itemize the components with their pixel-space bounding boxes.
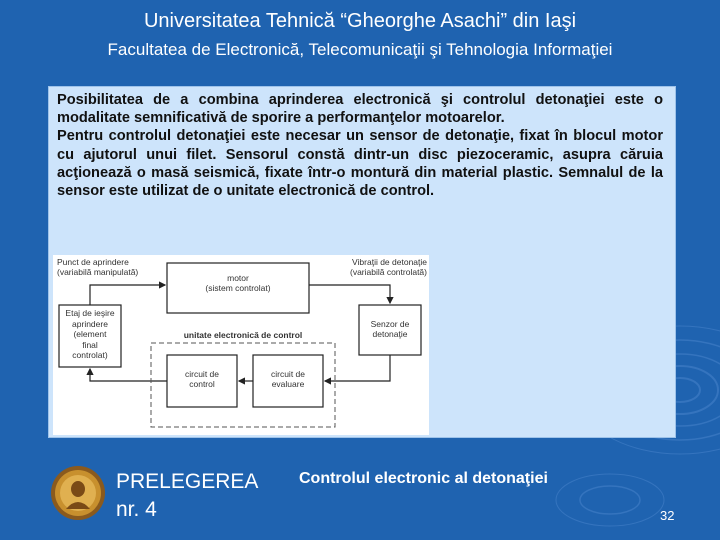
label-subtext: (variabilă manipulată) [57, 267, 139, 277]
label-text: Vibraţii de detonaţie [352, 257, 427, 267]
university-seal-icon [50, 465, 106, 521]
label-unitate: unitate electronică de control [183, 330, 303, 340]
label-text: Etaj de ieşire [65, 308, 115, 318]
body-text [57, 91, 663, 200]
label-senzor [359, 319, 421, 339]
content-panel [48, 86, 676, 438]
label-text: circuit de [184, 369, 219, 379]
label-text: Punct de aprindere [57, 257, 129, 267]
label-subtext: (sistem controlat) [205, 283, 271, 293]
label-text: aprindere [72, 318, 108, 329]
paragraph-2: Pentru controlul detonaţiei este necesar un sensor de detonaţie, fixat în blocul motor cu ajutorul unui filet. Sensorul constă dintr-un disc piezoceramic, asupra căruia acţionează o masă seismică, fixate într-o montură din material plastic. Semnalul de la sensor este utilizat de o unitate electronică de control. [57, 128, 663, 200]
label-text: (element [73, 329, 107, 339]
lecture-title: PRELEGEREA [116, 470, 259, 493]
label-text: detonaţie [372, 329, 408, 339]
label-circuit-evaluare [253, 369, 323, 389]
label-punct-aprindere [57, 257, 167, 277]
label-etaj [59, 308, 121, 361]
label-text: final [82, 339, 98, 350]
label-vibratii [315, 257, 427, 277]
paragraph-1: Posibilitatea de a combina aprinderea electronică şi controlul detonaţiei este o modalitate semnificativă de sporire a performanţelor motoarelor. [57, 92, 663, 127]
page-number: 32 [660, 508, 675, 523]
page-title: Universitatea Tehnică “Gheorghe Asachi” din Iaşi [143, 10, 577, 32]
label-text: circuit de [270, 369, 305, 379]
label-text: controlat) [72, 350, 108, 360]
label-text: motor [227, 273, 249, 283]
label-motor [167, 273, 309, 293]
lecture-topic: Controlul electronic al detonaţiei [299, 470, 548, 487]
lecture-label [116, 468, 258, 524]
label-text: Senzor de [370, 319, 410, 329]
label-subtext: (variabilă controlată) [349, 267, 427, 277]
label-text: control [189, 379, 215, 389]
page-subtitle: Facultatea de Electronică, Telecomunicaţii şi Tehnologia Informaţiei [107, 40, 613, 59]
label-circuit-control [167, 369, 237, 389]
control-diagram [53, 255, 429, 435]
label-text: evaluare [271, 379, 305, 389]
lecture-number: nr. 4 [116, 498, 157, 521]
